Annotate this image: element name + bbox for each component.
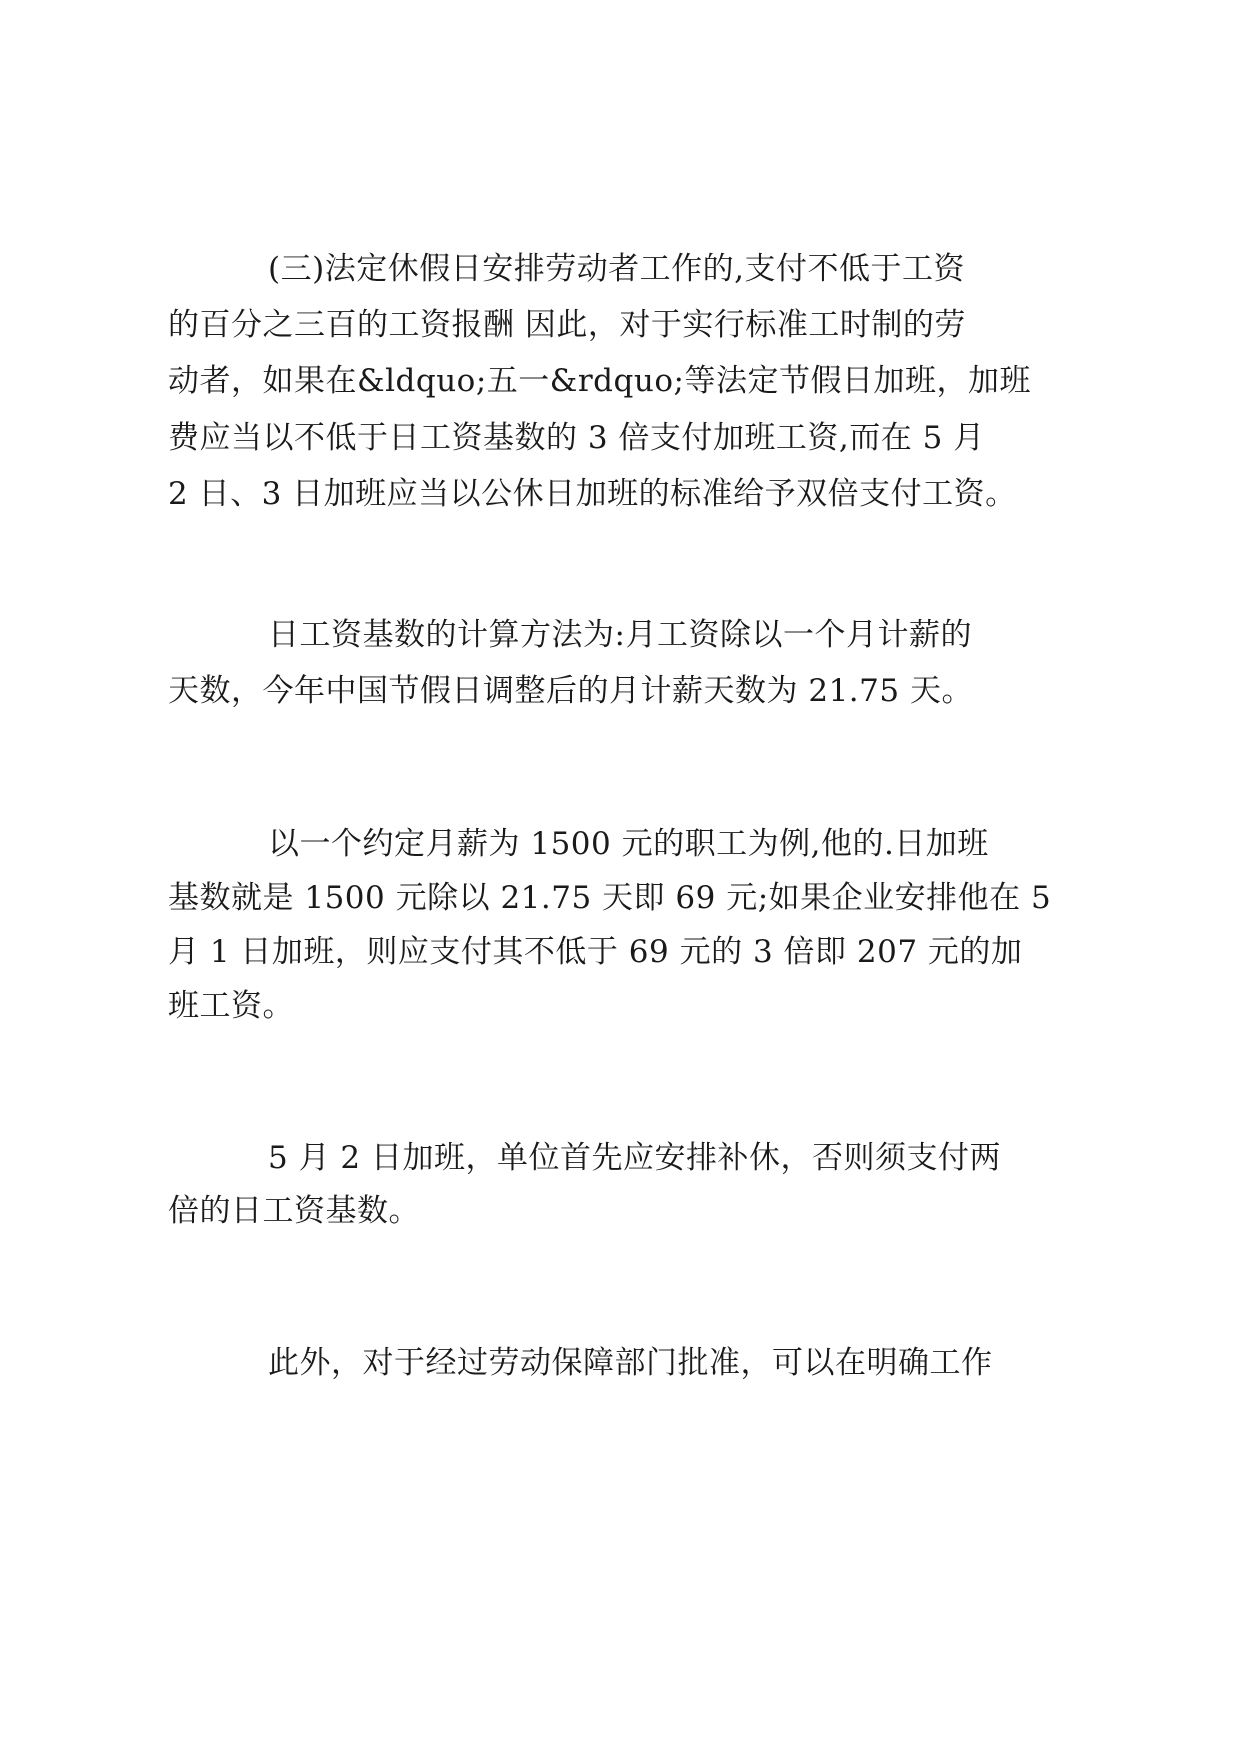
paragraph-4-line-1 (0, 1129, 1241, 1187)
text-line: 2 日、3 日加班应当以公休日加班的标准给予双倍支付工资。 (168, 476, 1017, 512)
paragraph-2-line-2 (0, 662, 1241, 720)
paragraph-3-line-3 (0, 923, 1241, 981)
text-line: 基数就是 1500 元除以 21.75 天即 69 元;如果企业安排他在 5 (168, 880, 1052, 916)
paragraph-1-line-4 (0, 409, 1241, 467)
paragraph-5-line-1 (0, 1334, 1241, 1392)
text-line: 此外，对于经过劳动保障部门批准，可以在明确工作 (268, 1345, 993, 1381)
paragraph-1-line-2 (0, 296, 1241, 354)
text-line: 5 月 2 日加班，单位首先应安排补休，否则须支付两 (268, 1140, 1002, 1176)
text-line: 月 1 日加班，则应支付其不低于 69 元的 3 倍即 207 元的加 (168, 934, 1023, 970)
paragraph-1-line-3 (0, 352, 1241, 410)
paragraph-3-line-1 (0, 815, 1241, 873)
paragraph-3-line-2 (0, 869, 1241, 927)
text-line: 倍的日工资基数。 (168, 1193, 420, 1229)
paragraph-3-line-4 (0, 977, 1241, 1035)
text-line: (三)法定休假日安排劳动者工作的,支付不低于工资 (268, 251, 966, 287)
paragraph-2-line-1 (0, 606, 1241, 664)
paragraph-4-line-2 (0, 1182, 1241, 1240)
paragraph-1-line-5 (0, 465, 1241, 523)
text-line: 天数，今年中国节假日调整后的月计薪天数为 21.75 天。 (168, 673, 973, 709)
paragraph-1-line-1 (0, 240, 1241, 298)
text-line: 动者，如果在&ldquo;五一&rdquo;等法定节假日加班，加班 (168, 363, 1031, 399)
text-line: 班工资。 (168, 988, 294, 1024)
text-line: 日工资基数的计算方法为:月工资除以一个月计薪的 (268, 617, 972, 653)
text-line: 以一个约定月薪为 1500 元的职工为例,他的.日加班 (268, 826, 989, 862)
text-line: 费应当以不低于日工资基数的 3 倍支付加班工资,而在 5 月 (168, 420, 985, 456)
text-line: 的百分之三百的工资报酬 因此，对于实行标准工时制的劳 (168, 307, 966, 343)
